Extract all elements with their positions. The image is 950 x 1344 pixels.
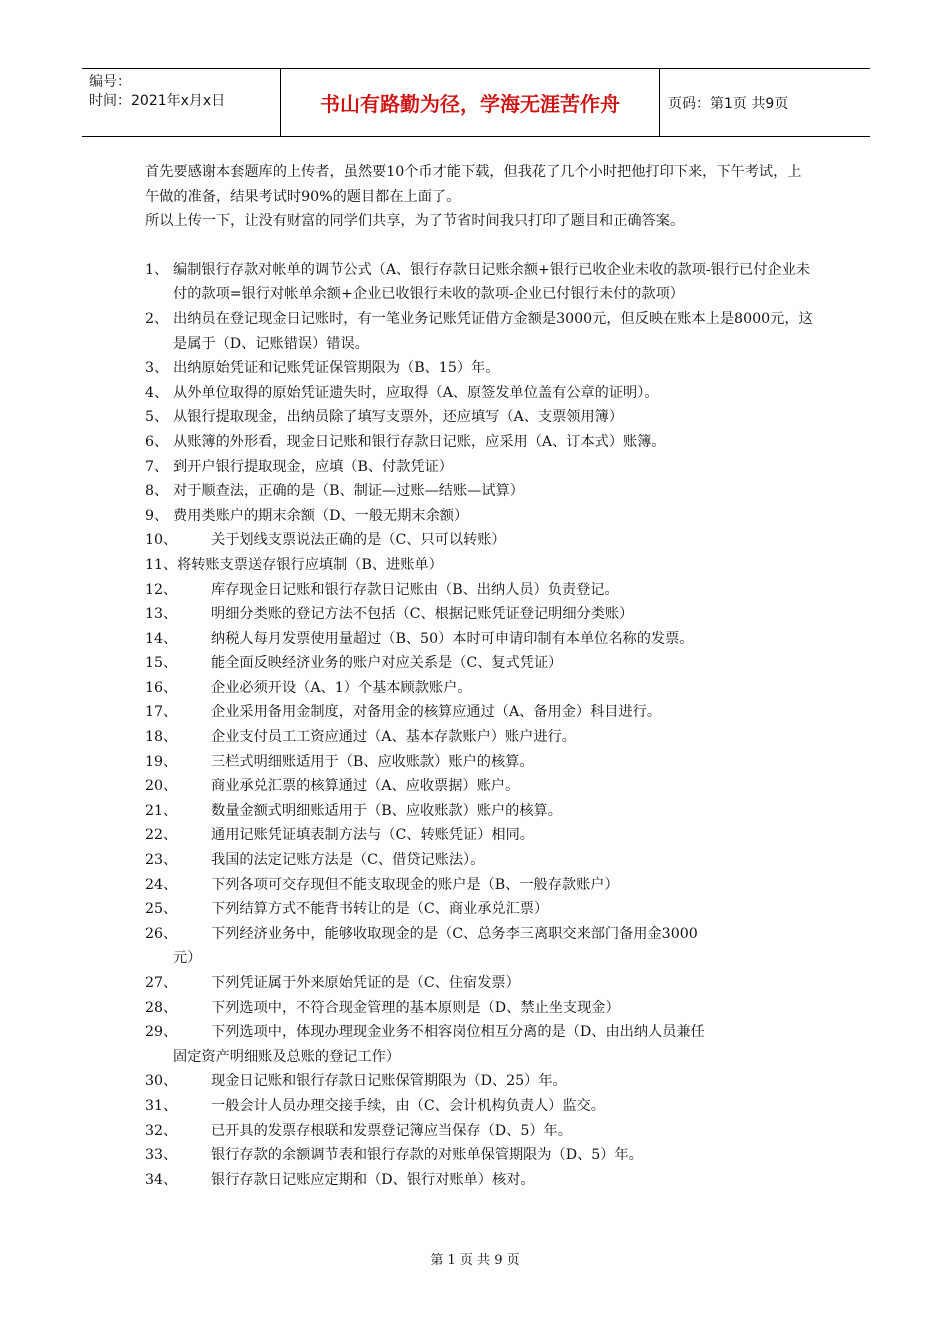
question-item: [145, 553, 815, 578]
question-number: 3、: [145, 360, 169, 377]
question-item: [145, 307, 815, 356]
question-text: 关于划线支票说法正确的是（C、只可以转账）: [211, 532, 506, 549]
question-text: 三栏式明细账适用于（B、应收账款）账户的核算。: [211, 753, 534, 770]
question-text: 从账簿的外形看，现金日记账和银行存款日记账，应采用（A、订本式）账簿。: [173, 433, 666, 450]
question-text: 银行存款日记账应定期和（D、银行对账单）核对。: [211, 1171, 535, 1188]
question-text: 纳税人每月发票使用量超过（B、50）本时可申请印制有本单位名称的发票。: [211, 630, 694, 647]
question-number: 27、: [145, 975, 178, 991]
intro-paragraph: 首先要感谢本套题库的上传者，虽然要10个币才能下载，但我花了几个小时把他打印下来，下午考试，上午做的准备，结果考试时90%的题目都在上面了。: [145, 164, 802, 205]
question-number: 10、: [145, 532, 178, 549]
question-number: 32、: [145, 1122, 178, 1139]
question-number: 7、: [145, 458, 169, 475]
question-item: [145, 725, 815, 750]
question-number: 9、: [145, 507, 169, 524]
question-text: 现金日记账和银行存款日记账保管期限为（D、25）年。: [211, 1073, 567, 1090]
question-number: 16、: [145, 679, 178, 696]
question-item: [145, 356, 815, 381]
question-text: 商业承兑汇票的核算通过（A、应收票据）账户。: [211, 778, 520, 795]
document-number-label: 编号：: [89, 74, 131, 90]
question-number: 26、: [145, 925, 178, 942]
question-item: [145, 676, 815, 701]
question-text: 下列经济业务中，能够收取现金的是（C、总务李三离职交来部门备用金3000: [211, 925, 698, 942]
intro-paragraph: 所以上传一下，让没有财富的同学们共享，为了节省时间我只打印了题目和正确答案。: [145, 213, 685, 230]
question-number: 8、: [145, 483, 169, 500]
page-header: [82, 68, 870, 137]
question-text: 从银行提取现金，出纳员除了填写支票外，还应填写（A、支票领用簿）: [173, 409, 624, 426]
question-item: [145, 848, 815, 873]
question-text: 下列凭证属于外来原始凭证的是（C、住宿发票）: [211, 975, 520, 991]
question-number: 23、: [145, 852, 178, 869]
question-number: 17、: [145, 704, 178, 721]
question-item: [145, 873, 815, 898]
question-number: 14、: [145, 630, 178, 647]
question-number: 29、: [145, 1024, 178, 1041]
question-text: 到开户银行提取现金，应填（B、付款凭证）: [173, 458, 453, 475]
question-text: 从外单位取得的原始凭证遗失时，应取得（A、原签发单位盖有公章的证明）。: [173, 384, 659, 401]
header-meta: [82, 69, 281, 136]
question-number: 2、: [145, 310, 169, 327]
header-slogan: 书山有路勤为径，学海无涯苦作舟: [281, 69, 660, 136]
question-item: [145, 823, 815, 848]
question-text: 银行存款的余额调节表和银行存款的对账单保管期限为（D、5）年。: [211, 1147, 643, 1164]
question-item: [145, 430, 815, 455]
question-item: [145, 1020, 815, 1069]
question-number: 25、: [145, 901, 178, 918]
question-number: 18、: [145, 729, 178, 746]
question-list: [145, 258, 815, 1193]
question-text-continuation: 元）: [173, 950, 202, 967]
question-text: 能全面反映经济业务的账户对应关系是（C、复式凭证）: [211, 655, 563, 672]
question-text: 下列选项中，体现办理现金业务不相容岗位相互分离的是（D、由出纳人员兼任: [211, 1024, 705, 1041]
question-text: 编制银行存款对帐单的调节公式（A、银行存款日记账余额+银行已收企业未收的款项-银行已付企业未付的款项=银行对帐单余额+企业已收银行未收的款项-企业已付银行未付的款项）: [173, 261, 810, 303]
page-footer: 第 1 页 共 9 页: [430, 1253, 520, 1268]
question-text: 通用记账凭证填表制方法与（C、转账凭证）相同。: [211, 827, 534, 844]
question-item: [145, 479, 815, 504]
question-number: 22、: [145, 827, 178, 844]
question-item: [145, 922, 815, 971]
question-item: [145, 750, 815, 775]
question-item: [145, 381, 815, 406]
question-number: 31、: [145, 1097, 178, 1114]
question-item: [145, 996, 815, 1021]
question-number: 33、: [145, 1147, 178, 1164]
question-number: 20、: [145, 778, 178, 795]
question-item: [145, 602, 815, 627]
question-number: 12、: [145, 581, 178, 598]
header-page-number: 页码：第1页 共9页: [668, 95, 789, 112]
question-item: [145, 799, 815, 824]
question-text: 明细分类账的登记方法不包括（C、根据记账凭证登记明细分类账）: [211, 606, 634, 623]
question-text: 下列结算方式不能背书转让的是（C、商业承兑汇票）: [211, 901, 549, 918]
question-item: [145, 1168, 815, 1193]
question-text: 对于顺查法，正确的是（B、制证—过账—结账—试算）: [173, 483, 524, 500]
intro-paragraphs: [145, 160, 815, 234]
question-number: 4、: [145, 384, 169, 401]
question-number: 28、: [145, 999, 178, 1016]
question-text: 出纳原始凭证和记账凭证保管期限为（B、15）年。: [173, 360, 500, 377]
question-text: 费用类账户的期末余额（D、一般无期末余额）: [173, 507, 469, 524]
question-number: 30、: [145, 1073, 178, 1090]
question-text: 数量金额式明细账适用于（B、应收账款）账户的核算。: [211, 802, 562, 819]
question-number: 34、: [145, 1171, 178, 1188]
question-text: 企业支付员工工资应通过（A、基本存款账户）账户进行。: [211, 729, 576, 746]
question-number: 1、: [145, 261, 169, 278]
question-number: 21、: [145, 802, 178, 819]
document-date: 时间：2021年x月x日: [89, 93, 226, 109]
question-item: [145, 897, 815, 922]
question-number: 19、: [145, 753, 178, 770]
question-text: 一般会计人员办理交接手续，由（C、会计机构负责人）监交。: [211, 1097, 605, 1114]
question-text: 库存现金日记账和银行存款日记账由（B、出纳人员）负责登记。: [211, 581, 619, 598]
question-number: 13、: [145, 606, 178, 623]
question-item: [145, 700, 815, 725]
document-body: [145, 160, 815, 1192]
question-text-continuation: 固定资产明细账及总账的登记工作）: [173, 1048, 401, 1065]
question-number: 24、: [145, 876, 178, 893]
question-text: 企业采用备用金制度，对备用金的核算应通过（A、备用金）科目进行。: [211, 704, 662, 721]
question-text: 企业必须开设（A、1）个基本顾款账户。: [211, 679, 472, 696]
question-item: [145, 528, 815, 553]
question-number: 5、: [145, 409, 169, 426]
question-item: [145, 258, 815, 307]
question-number: 11、: [145, 556, 178, 573]
question-item: [145, 971, 815, 996]
question-item: [145, 651, 815, 676]
question-number: 6、: [145, 433, 169, 450]
question-text: 出纳员在登记现金日记账时，有一笔业务记账凭证借方金额是3000元，但反映在账本上是8000元，这是属于（D、记账错误）错误。: [173, 310, 813, 352]
question-item: [145, 1094, 815, 1119]
question-item: [145, 504, 815, 529]
question-text: 下列各项可交存现但不能支取现金的账户是（B、一般存款账户）: [211, 876, 619, 893]
question-item: [145, 627, 815, 652]
question-item: [145, 455, 815, 480]
question-text: 将转账支票送存银行应填制（B、进账单）: [177, 556, 443, 573]
question-item: [145, 405, 815, 430]
question-item: [145, 1143, 815, 1168]
question-item: [145, 1069, 815, 1094]
question-text: 已开具的发票存根联和发票登记簿应当保存（D、5）年。: [211, 1122, 572, 1139]
question-item: [145, 578, 815, 603]
question-text: 我国的法定记账方法是（C、借贷记账法）。: [211, 852, 485, 869]
question-text: 下列选项中，不符合现金管理的基本原则是（D、禁止坐支现金）: [211, 999, 620, 1016]
question-item: [145, 774, 815, 799]
question-number: 15、: [145, 655, 178, 672]
question-item: [145, 1119, 815, 1144]
